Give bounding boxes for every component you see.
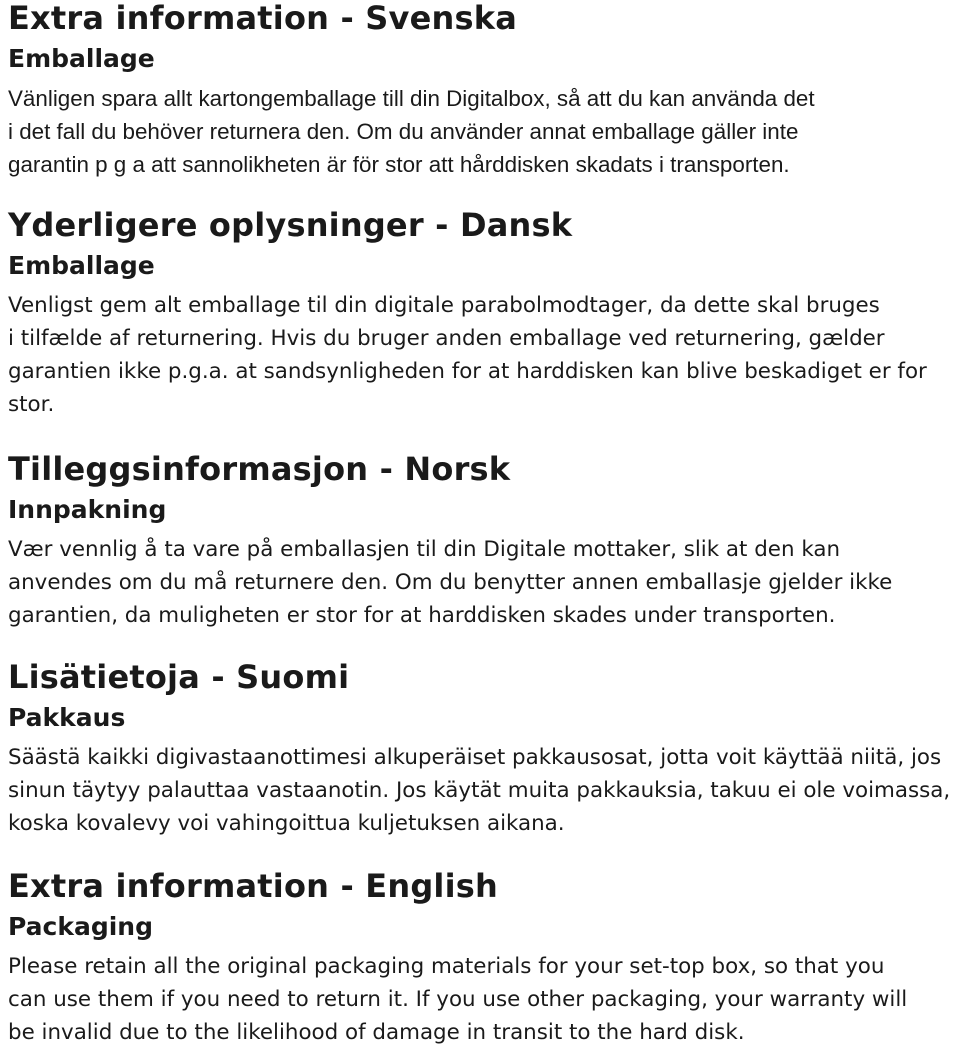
section-heading: Extra information - Svenska [8,0,517,37]
section-heading: Yderligere oplysninger - Dansk [8,206,573,244]
section-dansk [8,207,958,421]
paragraph-line: garantin p g a att sannolikheten är för stor att hårddisken skadats i transporten. [8,152,790,177]
section-suomi [8,659,958,840]
paragraph-line: garantien ikke p.g.a. at sandsynligheden for at harddisken kan blive beskadiget er for [8,359,927,384]
paragraph-line: sinun täytyy palauttaa vastaanotin. Jos käytät muita pakkauksia, takuu ei ole voimassa, [8,778,951,803]
section-subheading: Pakkaus [8,703,126,732]
paragraph-line: Venligst gem alt emballage til din digitale parabolmodtager, da dette skal bruges [8,293,880,318]
paragraph-line: Säästä kaikki digivastaanottimesi alkuperäiset pakkausosat, jotta voit käyttää niitä, jos [8,745,942,770]
section-norsk [8,451,958,632]
paragraph-line: Vær vennlig å ta vare på emballasjen til din Digitale mottaker, slik at den kan [8,537,840,562]
paragraph-line: Vänligen spara allt kartongemballage till din Digitalbox, så att du kan använda det [8,86,815,111]
section-subheading: Emballage [8,251,155,280]
paragraph-line: stor. [8,392,55,417]
section-svenska [8,0,958,181]
paragraph-line: garantien, da muligheten er stor for at harddisken skades under transporten. [8,603,836,628]
section-subheading: Innpakning [8,495,167,524]
section-english [8,868,958,1049]
paragraph-line: be invalid due to the likelihood of damage in transit to the hard disk. [8,1020,745,1045]
section-heading: Extra information - English [8,867,498,905]
section-heading: Tilleggsinformasjon - Norsk [8,450,511,488]
paragraph-line: can use them if you need to return it. If you use other packaging, your warranty will [8,987,908,1012]
paragraph-line: i tilfælde af returnering. Hvis du bruger anden emballage ved returnering, gælder [8,326,885,351]
section-subheading: Emballage [8,44,155,73]
section-subheading: Packaging [8,912,153,941]
paragraph-line: koska kovalevy voi vahingoittua kuljetuksen aikana. [8,811,565,836]
paragraph-line: anvendes om du må returnere den. Om du benytter annen emballasje gjelder ikke [8,570,893,595]
paragraph-line: Please retain all the original packaging materials for your set-top box, so that you [8,954,885,979]
section-heading: Lisätietoja - Suomi [8,658,350,696]
paragraph-line: i det fall du behöver returnera den. Om du använder annat emballage gäller inte [8,119,799,144]
